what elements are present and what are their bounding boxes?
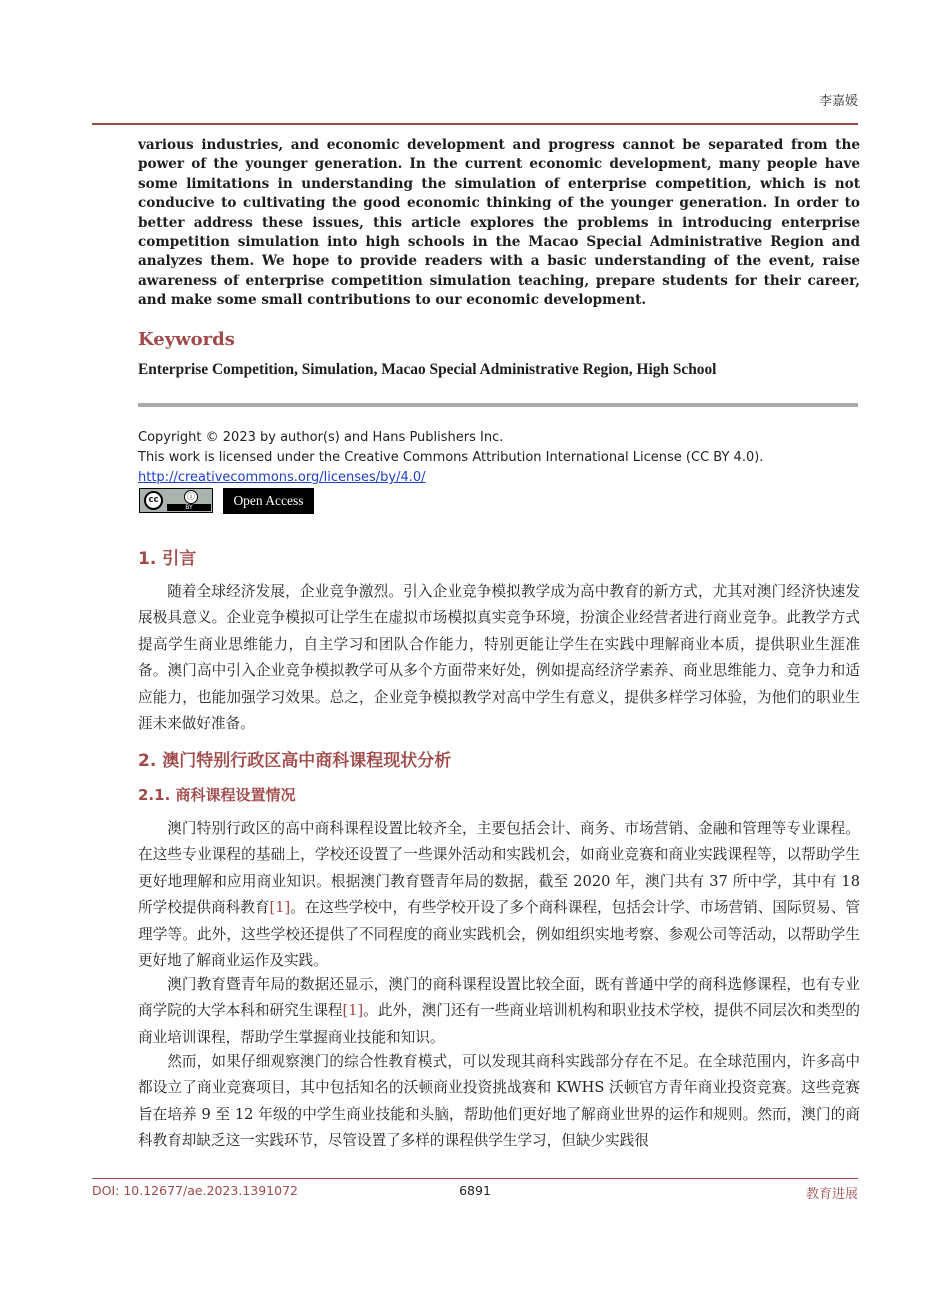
footer-rule [92, 1178, 858, 1179]
section-divider [138, 403, 858, 407]
citation-link[interactable]: [1] [269, 899, 291, 917]
copyright-line: Copyright © 2023 by author(s) and Hans Publishers Inc. [138, 430, 504, 445]
by-label: BY [185, 504, 193, 511]
keywords-heading: Keywords [138, 329, 235, 350]
footer-doi: DOI: 10.12677/ae.2023.1391072 [92, 1183, 298, 1198]
section-2-heading: 2. 澳门特别行政区高中商科课程现状分析 [138, 751, 452, 771]
citation-link[interactable]: [1] [342, 1002, 364, 1020]
footer-journal: 教育进展 [805, 1187, 858, 1202]
section-1-heading: 1. 引言 [138, 549, 197, 569]
attribution-icon: ⓘ [184, 490, 198, 504]
header-rule [92, 123, 858, 125]
keywords-text: Enterprise Competition, Simulation, Macao Special Administrative Region, High School [138, 361, 717, 378]
section-1-paragraph: 随着全球经济发展，企业竞争激烈。引入企业竞争模拟教学成为高中教育的新方式，尤其对澳门经济快速发展极具意义。企业竞争模拟可让学生在虚拟市场模拟真实竞争环境，扮演企业经营者进行商业竞争。此教学方式提高学生商业思维能力，自主学习和团队合作能力，特别更能让学生在实践中理解商业本质，提供职业生涯准备。澳门高中引入企业竞争模拟教学可从多个方面带来好处，例如提高经济学素养、商业思维能力、竞争力和适应能力，也能加强学习效果。总之，企业竞争模拟教学对高中学生有意义，提供多样学习体验，为他们的职业生涯未来做好准备。 [138, 583, 860, 733]
abstract-text: various industries, and economic development and progress cannot be separated from the power of the younger generation. In the current economic development, many people have some limitations in understanding the simulation of enterprise competition, which is not conducive to cultivating the good economic thinking of the younger generation. In order to better address these issues, this article explores the problems in introducing enterprise competition simulation into high schools in the Macao Special Administrative Region and analyzes them. We hope to provide readers with a basic understanding of the event, raise awareness of enterprise competition simulation teaching, prepare students for their career, and make some small contributions to our economic development. [138, 137, 860, 309]
creative-commons-by-icon[interactable] [139, 488, 213, 513]
open-access-badge: Open Access [223, 488, 314, 514]
section-2-1-paragraph-3: 然而，如果仔细观察澳门的综合性教育模式，可以发现其商科实践部分存在不足。在全球范围内，许多高中都设立了商业竞赛项目，其中包括知名的沃顿商业投资挑战赛和 KWHS 沃顿官方青年商业投资竞赛。这些竞赛旨在培养 9 至 12 年级的中学生商业技能和头脑，帮助他们更好地了解商业世界的运作和规则。然而，澳门的商科教育却缺乏这一实践环节，尽管设置了多样的课程供学生学习，但缺少实践很 [138, 1053, 860, 1150]
footer-page-number: 6891 [459, 1183, 491, 1198]
section-2-1-paragraph-1: 澳门特别行政区的高中商科课程设置比较齐全，主要包括会计、商务、市场营销、金融和管理等专业课程。在这些专业课程的基础上，学校还设置了一些课外活动和实践机会，如商业竞赛和商业实践课程等，以帮助学生更好地理解和应用商业知识。根据澳门教育暨青年局的数据，截至 2020 年，澳门共有 37 所中学，其中有 18 所学校提供商科教育[1]。在这些学校中，有些学校开设了多个商科课程，包括会计学、市场营销、国际贸易、管理学等。此外，这些学校还提供了不同程度的商业实践机会，例如组织实地考察、参观公司等活动，以帮助学生更好地了解商业运作及实践。 [138, 820, 860, 970]
license-statement: This work is licensed under the Creative Commons Attribution International License (CC BY 4.0). [138, 450, 764, 465]
section-2-1-heading: 2.1. 商科课程设置情况 [138, 786, 296, 804]
cc-icon: cc [144, 491, 163, 510]
running-head-author: 李嘉媛 [818, 94, 858, 109]
license-link[interactable]: http://creativecommons.org/licenses/by/4.0/ [138, 470, 426, 485]
section-2-1-paragraph-2: 澳门教育暨青年局的数据还显示，澳门的商科课程设置比较全面，既有普通中学的商科选修课程，也有专业商学院的大学本科和研究生课程[1]。此外，澳门还有一些商业培训机构和职业技术学校，提供不同层次和类型的商业培训课程，帮助学生掌握商业技能和知识。 [138, 976, 860, 1046]
license-block [138, 428, 860, 488]
